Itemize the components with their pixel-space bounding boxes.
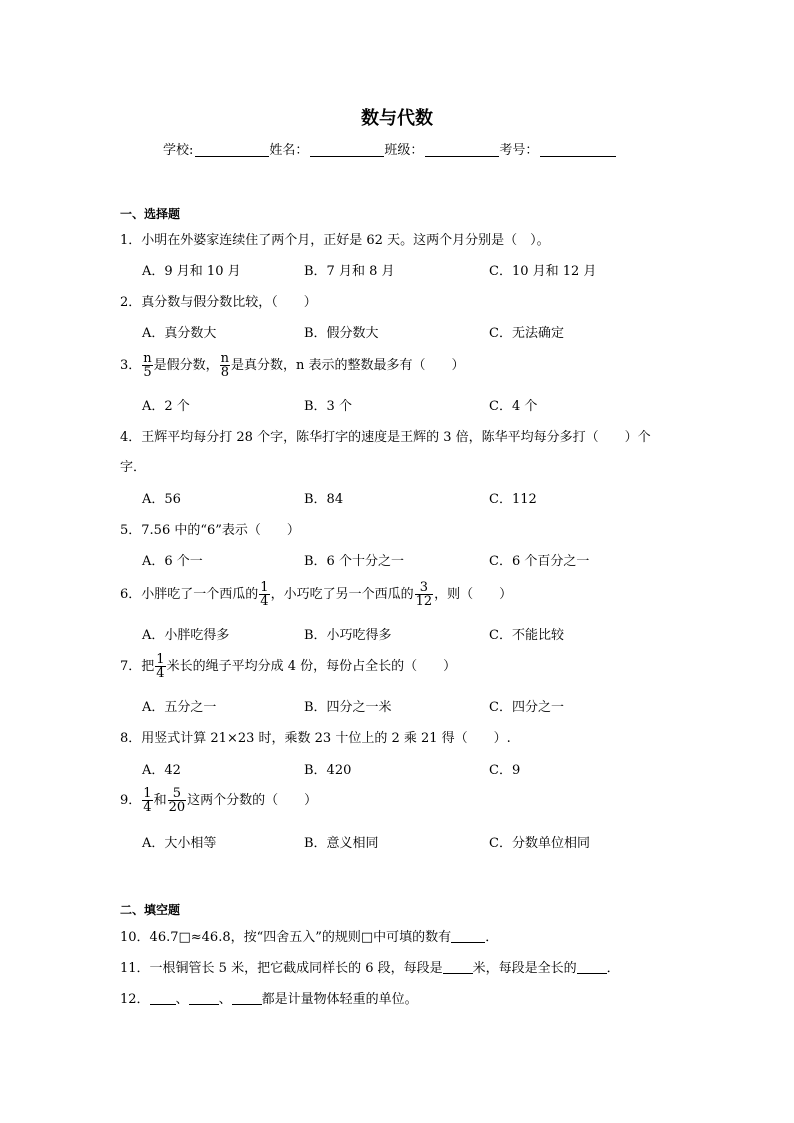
number-blank [540,142,616,157]
option-b: B．420 [304,763,352,778]
option-a: A．9 月和 10 月 [142,264,241,279]
option-b: B．意义相同 [304,836,379,851]
question-10: 10．46.7□≈46.8，按“四舍五入”的规则□中可填的数有 ． [120,930,499,945]
page-title: 数与代数 [361,108,433,129]
option-b: B．6 个十分之一 [304,554,404,569]
option-c: C．112 [489,492,537,507]
answer-blank [577,961,607,974]
fraction: $\frac{3}{12}$ [415,580,433,609]
option-c: C．9 [489,763,521,778]
option-b: B．小巧吃得多 [304,628,392,643]
option-c: C．四分之一 [489,700,564,715]
option-c: C．无法确定 [489,326,564,341]
question-3-number: 3． [120,358,142,373]
fraction: $\frac{1}{4}$ [143,786,152,815]
question-7-options [142,696,702,714]
fraction: $\frac{n}{5}$ [143,351,152,380]
option-b: B．四分之一米 [304,700,392,715]
answer-blank [443,961,473,974]
option-a: A．小胖吃得多 [142,628,230,643]
option-c: C．4 个 [489,399,538,414]
question-4-continued: 字． [120,460,147,475]
question-2: 2．真分数与假分数比较，（ ） [120,295,317,310]
option-a: A．五分之一 [142,700,217,715]
option-a: A．42 [142,763,181,778]
question-8: 8．用竖式计算 21×23 时，乘数 23 十位上的 2 乘 21 得（ ）. [120,731,511,746]
question-9-options [142,832,702,850]
question-2-options [142,322,702,340]
school-label: 学校: [163,143,194,158]
answer-blank [189,992,219,1005]
question-4: 4．王辉平均每分打 28 个字，陈华打字的速度是王辉的 3 倍，陈华平均每分多打（ ）个 [120,430,651,445]
section-heading-fill-in: 二、填空题 [120,903,181,917]
option-b: B．84 [304,492,344,507]
question-5: 5．7.56 中的“6”表示（ ） [120,523,300,538]
option-b: B．3 个 [304,399,352,414]
option-a: A．6 个一 [142,554,203,569]
option-c: C．10 月和 12 月 [489,264,597,279]
option-c: C．不能比较 [489,628,564,643]
question-12: 12． 、 、 都是计量物体轻重的单位。 [120,992,418,1007]
question-7: 7．把 $\frac{1}{4}$ 米长的绳子平均分成 4 份，每份占全长的（ ） [120,652,457,681]
student-info-line [163,139,616,158]
option-a: A．大小相等 [142,836,217,851]
class-blank [425,142,499,157]
option-a: A．2 个 [142,399,190,414]
fraction: $\frac{1}{4}$ [260,580,269,609]
class-label: 班级： [384,143,424,158]
option-c: C．分数单位相同 [489,836,590,851]
option-b: B．7 月和 8 月 [304,264,395,279]
question-9: 9． $\frac{1}{4}$ 和 $\frac{5}{20}$ 这两个分数的（ ） [120,786,318,815]
school-blank [195,142,269,157]
question-8-options [142,759,702,777]
option-a: A．真分数大 [142,326,217,341]
fraction: $\frac{5}{20}$ [168,786,186,815]
number-label: 考号： [499,143,539,158]
section-heading-choice: 一、选择题 [120,207,181,221]
name-blank [310,142,384,157]
question-11: 11．一根铜管长 5 米，把它截成同样长的 6 段，每段是 米，每段是全长的 ． [120,961,620,976]
answer-blank [451,930,485,943]
option-b: B．假分数大 [304,326,379,341]
question-3-options [142,395,702,413]
option-a: A．56 [142,492,181,507]
fraction: $\frac{1}{4}$ [156,652,165,681]
fraction: $\frac{n}{8}$ [220,351,230,380]
answer-blank [232,992,262,1005]
question-6: 6．小胖吃了一个西瓜的 $\frac{1}{4}$ ，小巧吃了另一个西瓜的 $\frac{3}{12}$ ，则（ ） [120,580,513,609]
question-6-options [142,624,702,642]
question-1: 1．小明在外婆家连续住了两个月，正好是 62 天。这两个月分别是（ ）。 [120,233,550,248]
option-c: C．6 个百分之一 [489,554,590,569]
question-4-options [142,488,702,506]
question-1-options [142,260,702,278]
question-3: 3． $\frac{n}{5}$ 是假分数， $\frac{n}{8}$ 是真分数，n 表示的整数最多有（ ） [120,351,465,380]
name-label: 姓名： [269,143,309,158]
question-5-options [142,550,702,568]
answer-blank [150,992,176,1005]
